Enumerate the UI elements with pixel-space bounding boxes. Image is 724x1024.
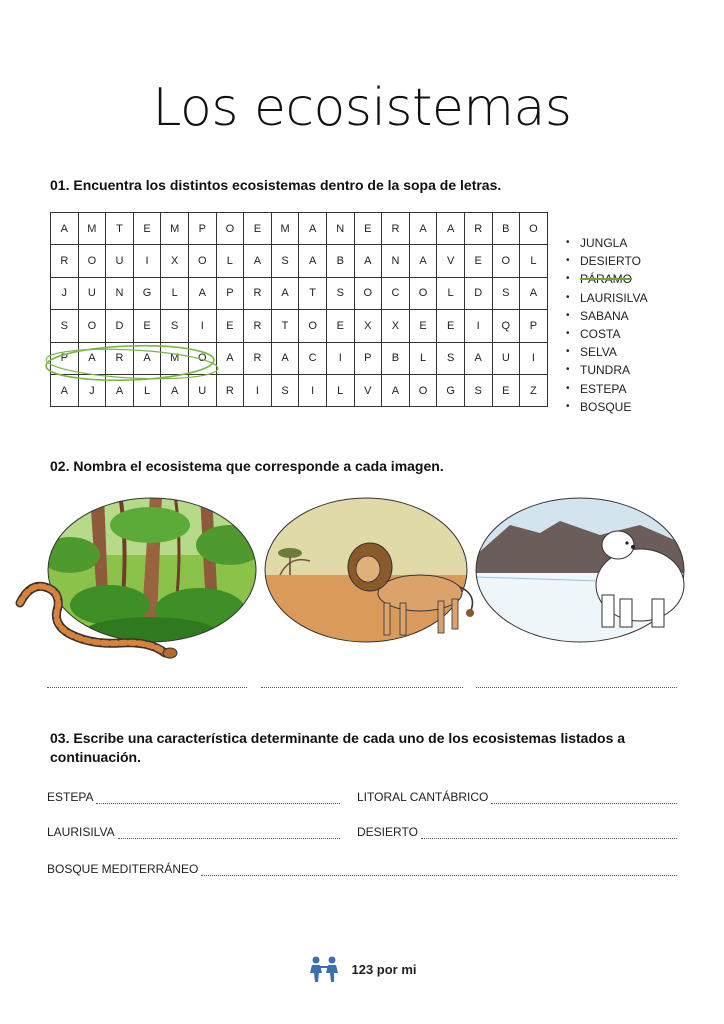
grid-cell[interactable]: A <box>382 374 410 406</box>
answer-line-1[interactable] <box>47 687 247 688</box>
word-label: COSTA <box>580 326 621 341</box>
brand-name: 123 por mi <box>351 961 417 977</box>
grid-cell[interactable]: M <box>78 213 106 245</box>
grid-cell[interactable]: T <box>106 213 134 245</box>
grid-row <box>51 245 548 277</box>
grid-cell[interactable]: O <box>216 213 244 245</box>
grid-row <box>51 213 548 245</box>
field-label: LITORAL CANTÁBRICO <box>357 790 489 804</box>
grid-cell[interactable]: R <box>244 342 272 374</box>
word-label: TUNDRA <box>580 363 630 378</box>
grid-cell[interactable]: X <box>382 310 410 342</box>
grid-cell[interactable]: E <box>244 213 272 245</box>
grid-cell[interactable]: I <box>299 374 327 406</box>
grid-cell[interactable]: L <box>133 374 161 406</box>
grid-cell[interactable]: R <box>216 374 244 406</box>
grid-cell[interactable]: O <box>299 310 327 342</box>
grid-cell[interactable]: A <box>464 342 492 374</box>
grid-cell[interactable]: O <box>409 277 437 309</box>
grid-cell[interactable]: O <box>188 245 216 277</box>
grid-cell[interactable]: E <box>133 213 161 245</box>
grid-cell[interactable]: Q <box>492 310 520 342</box>
word-label: ESTEPA <box>580 381 627 396</box>
grid-cell[interactable]: I <box>326 342 354 374</box>
grid-cell[interactable]: I <box>133 245 161 277</box>
section-1-heading: 01. Encuentra los distintos ecosistemas dentro de la sopa de letras. <box>50 177 502 193</box>
grid-cell[interactable]: N <box>326 213 354 245</box>
grid-cell[interactable]: A <box>133 342 161 374</box>
grid-cell[interactable]: R <box>244 277 272 309</box>
grid-cell[interactable]: X <box>354 310 382 342</box>
grid-cell[interactable]: E <box>326 310 354 342</box>
grid-cell[interactable]: E <box>464 245 492 277</box>
word-list-item <box>566 307 648 325</box>
grid-cell[interactable]: R <box>51 245 79 277</box>
field-desierto[interactable] <box>357 825 677 839</box>
grid-cell[interactable]: O <box>409 374 437 406</box>
grid-cell[interactable]: M <box>161 342 189 374</box>
word-label: BOSQUE <box>580 399 632 414</box>
grid-cell[interactable]: S <box>437 342 465 374</box>
grid-cell[interactable]: A <box>437 213 465 245</box>
word-list-item <box>566 380 648 398</box>
grid-cell[interactable]: S <box>271 245 299 277</box>
field-bosque-mediterraneo[interactable] <box>47 862 677 876</box>
grid-cell[interactable]: E <box>133 310 161 342</box>
savanna-lion-illustration <box>260 495 475 655</box>
grid-cell[interactable]: A <box>188 277 216 309</box>
grid-row <box>51 277 548 309</box>
grid-row <box>51 310 548 342</box>
grid-cell[interactable]: I <box>520 342 548 374</box>
grid-cell[interactable]: N <box>382 245 410 277</box>
word-label: LAURISILVA <box>580 290 648 305</box>
grid-cell[interactable]: U <box>188 374 216 406</box>
polar-bear-tundra-illustration <box>476 495 686 655</box>
grid-cell[interactable]: T <box>271 310 299 342</box>
grid-cell[interactable]: I <box>464 310 492 342</box>
word-list-item <box>566 343 648 361</box>
grid-cell[interactable]: U <box>492 342 520 374</box>
grid-cell[interactable]: Z <box>520 374 548 406</box>
grid-cell[interactable]: I <box>188 310 216 342</box>
grid-cell[interactable]: G <box>437 374 465 406</box>
grid-cell[interactable]: L <box>216 245 244 277</box>
grid-row <box>51 374 548 406</box>
grid-cell[interactable]: A <box>161 374 189 406</box>
grid-cell[interactable]: J <box>51 277 79 309</box>
grid-cell[interactable]: A <box>51 213 79 245</box>
grid-cell[interactable]: L <box>326 374 354 406</box>
grid-cell[interactable]: R <box>106 342 134 374</box>
grid-cell[interactable]: V <box>354 374 382 406</box>
word-search-grid[interactable] <box>50 212 548 407</box>
grid-cell[interactable]: A <box>409 213 437 245</box>
footer <box>0 955 724 983</box>
field-label: ESTEPA <box>47 790 94 804</box>
grid-cell[interactable]: S <box>464 374 492 406</box>
grid-cell[interactable]: L <box>409 342 437 374</box>
grid-cell[interactable]: D <box>464 277 492 309</box>
grid-cell[interactable]: A <box>271 342 299 374</box>
grid-cell[interactable]: R <box>464 213 492 245</box>
grid-cell[interactable]: A <box>299 213 327 245</box>
grid-cell[interactable]: O <box>78 310 106 342</box>
section-2-heading: 02. Nombra el ecosistema que corresponde a cada imagen. <box>50 458 444 474</box>
grid-cell[interactable]: M <box>161 213 189 245</box>
word-label: PÁRAMO <box>580 272 633 287</box>
grid-cell[interactable]: E <box>492 374 520 406</box>
grid-cell[interactable]: O <box>354 277 382 309</box>
grid-cell[interactable]: R <box>382 213 410 245</box>
grid-cell[interactable]: A <box>271 277 299 309</box>
grid-cell[interactable]: S <box>326 277 354 309</box>
word-list-item <box>566 252 648 270</box>
word-list-item <box>566 361 648 379</box>
field-estepa[interactable] <box>47 790 340 804</box>
grid-cell[interactable]: U <box>78 277 106 309</box>
word-list-item <box>566 325 648 343</box>
grid-cell[interactable]: S <box>161 310 189 342</box>
grid-cell[interactable]: S <box>492 277 520 309</box>
grid-cell[interactable]: A <box>216 342 244 374</box>
word-list-item <box>566 270 648 288</box>
grid-cell[interactable]: B <box>382 342 410 374</box>
grid-cell[interactable]: S <box>51 310 79 342</box>
grid-cell[interactable]: V <box>437 245 465 277</box>
word-label: JUNGLA <box>580 236 628 250</box>
grid-cell[interactable]: P <box>51 342 79 374</box>
grid-cell[interactable]: A <box>299 245 327 277</box>
grid-cell[interactable]: L <box>437 277 465 309</box>
grid-cell[interactable]: D <box>106 310 134 342</box>
grid-cell[interactable]: E <box>354 213 382 245</box>
grid-cell[interactable]: A <box>409 245 437 277</box>
grid-cell[interactable]: S <box>271 374 299 406</box>
word-list-item <box>566 234 648 252</box>
jungle-snake-illustration <box>20 495 270 658</box>
grid-cell[interactable]: B <box>326 245 354 277</box>
grid-cell[interactable]: T <box>299 277 327 309</box>
grid-row <box>51 342 548 374</box>
grid-cell[interactable]: B <box>492 213 520 245</box>
word-label: SELVA <box>580 345 617 360</box>
grid-cell[interactable]: X <box>161 245 189 277</box>
grid-cell[interactable]: A <box>244 245 272 277</box>
grid-cell[interactable]: P <box>188 213 216 245</box>
word-list-item <box>566 398 648 416</box>
page-title: Los ecosistemas <box>152 78 572 138</box>
two-kids-logo-icon <box>307 955 343 983</box>
word-label: DESIERTO <box>580 254 641 269</box>
field-litoral-cantabrico[interactable] <box>357 790 677 804</box>
grid-cell[interactable]: L <box>520 245 548 277</box>
field-label: DESIERTO <box>357 825 418 839</box>
grid-cell[interactable]: P <box>354 342 382 374</box>
field-laurisilva[interactable] <box>47 825 340 839</box>
word-list <box>566 234 648 416</box>
grid-cell[interactable]: A <box>51 374 79 406</box>
grid-cell[interactable]: R <box>244 310 272 342</box>
grid-cell[interactable]: O <box>78 245 106 277</box>
grid-cell[interactable]: A <box>106 374 134 406</box>
grid-cell[interactable]: C <box>299 342 327 374</box>
ecosystem-images <box>0 495 724 665</box>
section-3-heading: 03. Escribe una característica determinante de cada uno de los ecosistemas listados a continuación. <box>50 730 626 765</box>
grid-cell[interactable]: E <box>437 310 465 342</box>
grid-cell[interactable]: M <box>271 213 299 245</box>
grid-cell[interactable]: O <box>188 342 216 374</box>
grid-cell[interactable]: N <box>106 277 134 309</box>
grid-cell[interactable]: A <box>520 277 548 309</box>
grid-cell[interactable]: O <box>520 213 548 245</box>
grid-cell[interactable]: L <box>161 277 189 309</box>
grid-cell[interactable]: I <box>244 374 272 406</box>
grid-cell[interactable]: E <box>409 310 437 342</box>
field-label: BOSQUE MEDITERRÁNEO <box>47 862 199 876</box>
word-list-item <box>566 289 648 307</box>
grid-cell[interactable]: P <box>216 277 244 309</box>
grid-cell[interactable]: G <box>133 277 161 309</box>
grid-cell[interactable]: P <box>520 310 548 342</box>
answer-line-3[interactable] <box>476 687 677 688</box>
answer-line-2[interactable] <box>261 687 463 688</box>
grid-cell[interactable]: E <box>216 310 244 342</box>
field-label: LAURISILVA <box>47 825 115 839</box>
grid-cell[interactable]: O <box>492 245 520 277</box>
grid-cell[interactable]: A <box>354 245 382 277</box>
grid-cell[interactable]: C <box>382 277 410 309</box>
grid-cell[interactable]: A <box>78 342 106 374</box>
word-label: SABANA <box>580 308 629 323</box>
grid-cell[interactable]: U <box>106 245 134 277</box>
grid-cell[interactable]: J <box>78 374 106 406</box>
